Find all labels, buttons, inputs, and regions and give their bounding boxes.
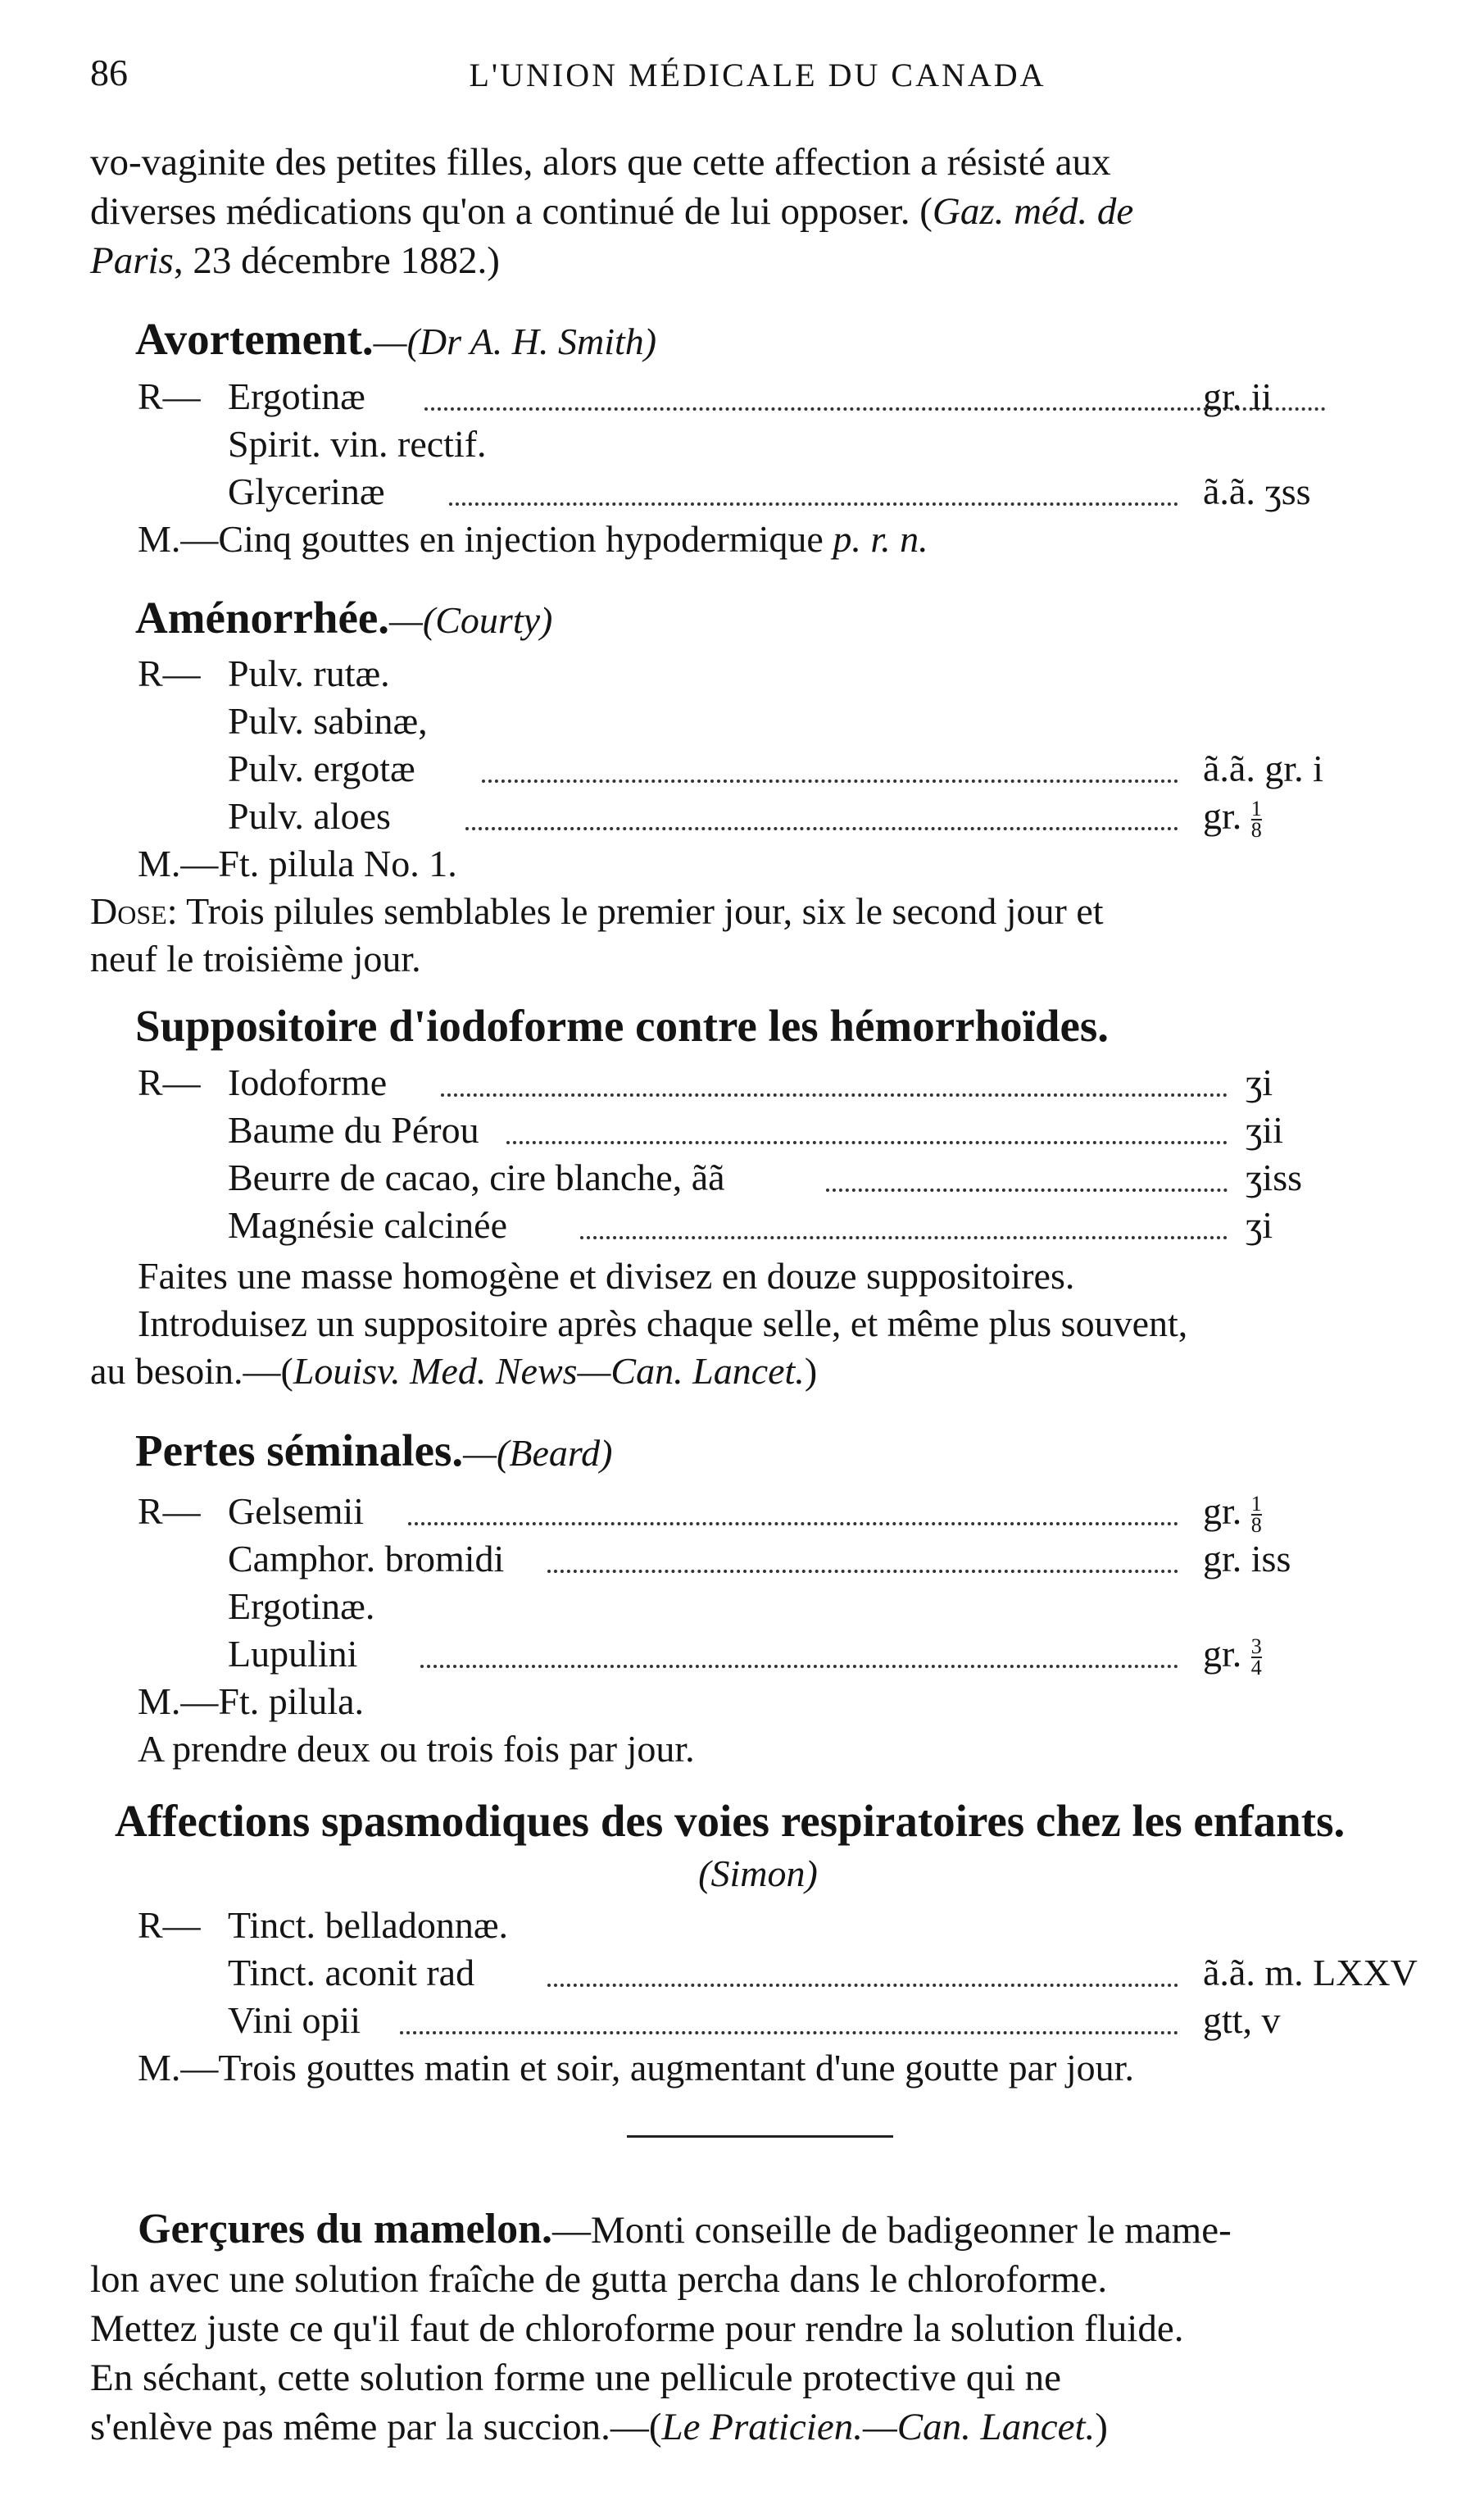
recipe-instruction: M.—Trois gouttes matin et soir, augmentant d'une goutte par jour. [138, 2047, 1134, 2089]
heading-affections: Affections spasmodiques des voies respiratoires chez les enfants. [115, 1796, 1346, 1846]
gercures-paragraph: Gerçures du mamelon.—Monti conseille de badigeonner le mame- lon avec une solution fraîche de gutta percha dans le chloroforme. Mettez juste ce qu'il faut de chloroforme pour rendre la solution fluide. En séchant, cette solution forme une pellicule protective qui ne s'enlève pas même par la succion.—(Le Praticien.—Can. Lancet.) [90, 2206, 1232, 2448]
recipe-line: R— Ergotinæ gr. ii [138, 373, 1367, 420]
recipe-line: Ergotinæ. [228, 1585, 375, 1627]
recipe-pertes [138, 1488, 1367, 1773]
recipe-suppositoire [138, 1059, 1367, 1249]
recipe-amenorrhee [138, 650, 1367, 888]
recipe-instruction: M.—Ft. pilula No. 1. [138, 843, 457, 884]
recipe-line: Vini opii gtt, v [228, 1999, 1281, 2041]
fraction: $\frac{1}{8}$ [1250, 797, 1262, 843]
intro-line-3: Paris, 23 décembre 1882.) [90, 239, 500, 282]
heading-amenorrhee: Aménorrhée.—(Courty) [135, 593, 553, 643]
recipe-line: Tinct. aconit rad ã.ã. m. LXXV [228, 1952, 1418, 1993]
recipe-text: A prendre deux ou trois fois par jour. [138, 1728, 695, 1770]
recipe-line: Camphor. bromidi gr. iss [228, 1538, 1291, 1579]
fraction: $\frac{3}{4}$ [1250, 1634, 1262, 1680]
heading-avortement: Avortement.—(Dr A. H. Smith) [135, 314, 657, 364]
recipe-instruction: M.—Cinq gouttes en injection hypodermique p. r. n. [138, 518, 928, 560]
section-divider [627, 2135, 893, 2138]
heading-suppositoire: Suppositoire d'iodoforme contre les hémorrhoïdes. [135, 1001, 1110, 1051]
recipe-line: R— Tinct. belladonnæ. [138, 1904, 509, 1946]
intro-paragraph [90, 138, 1426, 285]
fraction: $\frac{1}{8}$ [1250, 1492, 1262, 1538]
recipe-line: Pulv. ergotæ ã.ã. gr. i [228, 748, 1323, 789]
recipe-line: R— Iodoforme ʒi [138, 1061, 1273, 1103]
recipe-line: Pulv. sabinæ, [228, 700, 428, 742]
affections-source: (Simon) [698, 1852, 818, 1894]
recipe-line: Pulv. aloes gr. $\frac{1}{8}$ [228, 795, 1262, 843]
recipe-line: Lupulini gr. $\frac{3}{4}$ [228, 1633, 1262, 1680]
recipe-avortement [138, 373, 1367, 563]
recipe-line: Baume du Pérou ʒii [228, 1109, 1283, 1151]
page-header [90, 51, 1425, 108]
recipe-line: Spirit. vin. rectif. [228, 423, 487, 465]
running-title: L'UNION MÉDICALE DU CANADA [469, 57, 1046, 93]
intro-line-2: diverses médications qu'on a continué de lui opposer. (Gaz. méd. de [90, 190, 1134, 233]
recipe-line: Glycerinæ ã.ã. ʒss [228, 470, 1311, 512]
recipe-line: Magnésie calcinée ʒi [228, 1204, 1273, 1246]
recipe-line: Beurre de cacao, cire blanche, ãã ʒiss [228, 1157, 1302, 1198]
intro-line-1: vo-vaginite des petites filles, alors que cette affection a résisté aux [90, 141, 1111, 184]
recipe-instruction: M.—Ft. pilula. [138, 1680, 365, 1722]
recipe-line: R— Gelsemii gr. $\frac{1}{8}$ [138, 1490, 1262, 1538]
page-number: 86 [90, 52, 128, 93]
recipe-affections [138, 1902, 1418, 2092]
heading-pertes: Pertes séminales.—(Beard) [135, 1425, 613, 1475]
suppositoire-text: Faites une masse homogène et divisez en douze suppositoires. Introduisez un suppositoire après chaque selle, et même plus souvent, au besoin.—(Louisv. Med. News—Can. Lancet.) [90, 1255, 1188, 1392]
dose-paragraph: Dose: Trois pilules semblables le premier jour, six le second jour et neuf le troisième jour. [90, 890, 1104, 980]
recipe-line: R— Pulv. rutæ. [138, 652, 390, 694]
